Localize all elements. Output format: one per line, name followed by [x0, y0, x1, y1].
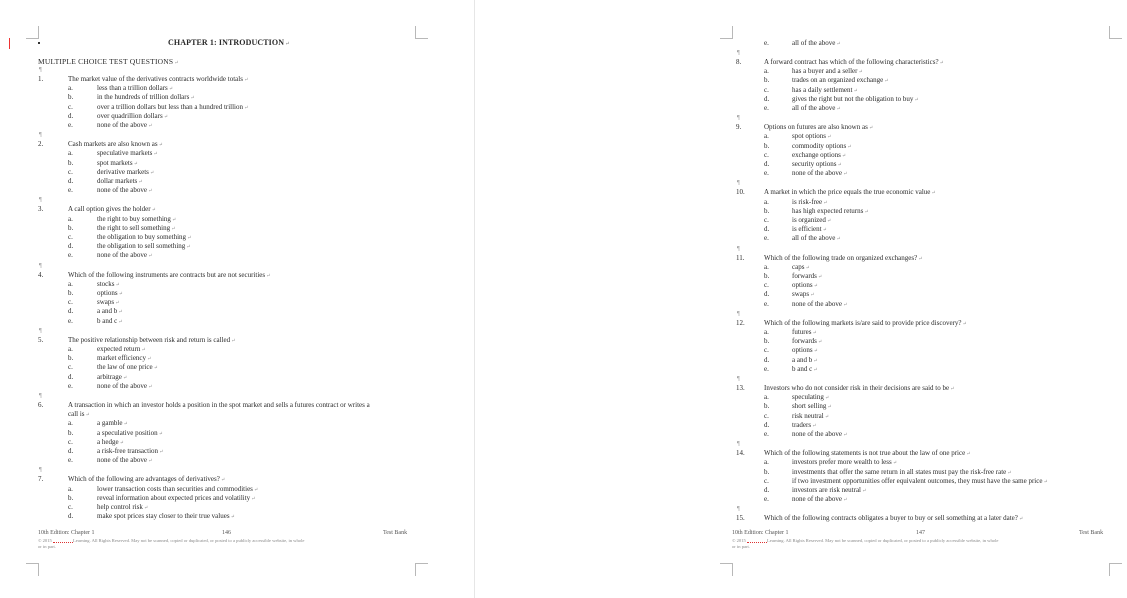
- option-letter: b.: [764, 272, 770, 280]
- option-text[interactable]: has a daily settlement↵: [792, 85, 858, 94]
- option-text[interactable]: if two investment opportunities offer equivalent outcomes, they must have the same price↵: [792, 476, 1048, 485]
- option-letter: c.: [764, 216, 769, 224]
- option-letter: c.: [764, 281, 769, 290]
- option-letter: c.: [68, 167, 73, 176]
- question-text[interactable]: A market in which the price equals the true economic value↵: [764, 188, 936, 197]
- question-number: 6.: [38, 401, 44, 409]
- option-text[interactable]: swaps↵: [97, 298, 120, 307]
- option-letter: e.: [68, 251, 73, 260]
- crop-mark-bottom-left: [26, 563, 39, 576]
- option-letter: e.: [764, 234, 769, 243]
- footer-page-number: 147: [916, 530, 925, 536]
- option-text[interactable]: none of the above↵: [97, 381, 153, 390]
- option-letter: a.: [764, 67, 769, 76]
- question-text[interactable]: A transaction in which an investor holds a position in the spot market and sells a futures contract or writes a: [68, 401, 370, 409]
- option-letter: e.: [68, 121, 73, 129]
- paragraph-mark: ¶: [737, 180, 740, 187]
- option-text[interactable]: make spot prices stay closer to their true values↵: [97, 512, 235, 521]
- option-letter: a.: [764, 458, 769, 467]
- option-letter: b.: [68, 428, 74, 437]
- option-text[interactable]: lower transaction costs than securities and commodities↵: [97, 484, 259, 493]
- option-text[interactable]: a risk-free transaction↵: [97, 447, 164, 455]
- paragraph-mark: ¶: [737, 50, 740, 56]
- paragraph-mark: ¶: [39, 393, 42, 399]
- option-letter: e.: [68, 456, 73, 465]
- option-text[interactable]: over a trillion dollars but less than a hundred trillion↵: [97, 102, 249, 111]
- option-text[interactable]: options↵: [792, 346, 818, 355]
- question-text[interactable]: Investors who do not consider risk in their decisions are said to be↵: [764, 384, 955, 392]
- paragraph-mark: ¶: [39, 327, 42, 334]
- option-letter: d.: [764, 225, 770, 234]
- option-text[interactable]: expected return↵: [97, 345, 146, 353]
- footer-test-bank: Test Bank: [1079, 530, 1104, 536]
- option-text[interactable]: a gamble↵: [97, 419, 128, 428]
- option-letter: a.: [68, 484, 73, 493]
- question-number: 3.: [38, 205, 44, 214]
- question-text[interactable]: Which of the following are advantages of derivatives?↵: [68, 475, 226, 484]
- option-letter: d.: [764, 355, 770, 364]
- option-text[interactable]: swaps↵: [792, 290, 815, 299]
- text-cursor: [9, 38, 10, 49]
- option-letter: b.: [68, 493, 74, 502]
- option-text[interactable]: investments that offer the same return in all states must pay the risk-free rate↵: [792, 467, 1012, 476]
- question-number: 9.: [736, 123, 742, 132]
- option-letter: e.: [764, 104, 769, 112]
- option-text[interactable]: over quadrillion dollars↵: [97, 111, 168, 120]
- option-letter: b.: [68, 289, 74, 297]
- option-text[interactable]: none of the above↵: [792, 495, 848, 504]
- footer-copyright: © 2015 Learning. All Rights Reserved. May not be scanned, copied or duplicated, or posted to a publicly accessible website, in whole or in part.: [732, 538, 999, 549]
- option-text[interactable]: gives the right but not the obligation to buy↵: [792, 94, 919, 103]
- paragraph-mark: ¶: [39, 467, 42, 474]
- option-text[interactable]: stocks↵: [97, 279, 120, 288]
- question-text[interactable]: Which of the following markets is/are said to provide price discovery?↵: [764, 318, 967, 327]
- spellcheck-squiggle: [747, 538, 767, 543]
- option-letter: a.: [68, 214, 73, 223]
- question-number: 8.: [736, 58, 742, 66]
- option-letter: b.: [764, 206, 770, 215]
- option-text: all of the above↵: [792, 39, 841, 47]
- question-text[interactable]: Which of the following contracts obligates a buyer to buy or sell something at a later date?↵: [764, 514, 1024, 523]
- option-text[interactable]: less than a trillion dollars↵: [97, 84, 173, 93]
- footer-edition: 10th Edition: Chapter 1: [732, 530, 789, 536]
- option-text[interactable]: derivative markets↵: [97, 167, 155, 176]
- option-letter: c.: [68, 437, 73, 446]
- crop-mark-top-left: [720, 26, 733, 39]
- option-letter: a.: [764, 328, 769, 336]
- option-text[interactable]: a speculative position↵: [97, 428, 163, 437]
- crop-mark-bottom-right: [415, 563, 428, 576]
- crop-mark-bottom-right: [1109, 563, 1122, 576]
- option-text[interactable]: speculative markets↵: [97, 149, 158, 158]
- footer-test-bank: Test Bank: [383, 530, 408, 536]
- question-text[interactable]: Cash markets are also known as↵: [68, 140, 163, 149]
- option-text[interactable]: is organized↵: [792, 216, 832, 224]
- option-letter: c.: [764, 411, 769, 420]
- option-text[interactable]: in the hundreds of trillion dollars↵: [97, 93, 195, 102]
- paragraph-mark: ¶: [39, 197, 42, 204]
- option-text[interactable]: investors are risk neutral↵: [792, 486, 867, 494]
- option-text[interactable]: options↵: [792, 281, 818, 290]
- option-letter: b.: [764, 402, 770, 411]
- option-text[interactable]: the law of one price↵: [97, 363, 158, 372]
- option-text[interactable]: reveal information about expected prices and volatility↵: [97, 493, 256, 502]
- footer-copyright: © 2015 Learning. All Rights Reserved. May not be scanned, copied or duplicated, or posted to a publicly accessible website, in whole or in part.: [38, 538, 305, 549]
- option-text[interactable]: has high expected returns↵: [792, 206, 869, 215]
- option-text[interactable]: spot options↵: [792, 132, 832, 141]
- option-text[interactable]: investors prefer more wealth to less↵: [792, 458, 897, 467]
- option-letter: e.: [764, 299, 769, 308]
- option-letter: c.: [68, 503, 73, 511]
- question-text[interactable]: A call option gives the holder↵: [68, 205, 156, 214]
- option-text[interactable]: a and b↵: [97, 307, 123, 316]
- question-text[interactable]: Which of the following instruments are contracts but are not securities↵: [68, 270, 271, 279]
- paragraph-mark: ¶: [737, 245, 740, 252]
- option-text[interactable]: spot markets↵: [97, 158, 138, 167]
- option-letter: d.: [68, 447, 74, 455]
- option-letter: d.: [764, 290, 770, 299]
- option-text[interactable]: the obligation to sell something↵: [97, 242, 191, 251]
- option-text[interactable]: trades on an organized exchange↵: [792, 76, 889, 85]
- option-text[interactable]: dollar markets↵: [97, 177, 143, 185]
- question-number: 14.: [736, 449, 745, 458]
- option-letter: b.: [764, 76, 770, 85]
- option-text[interactable]: risk neutral↵: [792, 411, 829, 420]
- option-text[interactable]: none of the above↵: [792, 169, 848, 178]
- question-number: 7.: [38, 475, 44, 484]
- option-text[interactable]: commodity options↵: [792, 141, 852, 150]
- paragraph-mark: ¶: [39, 132, 42, 139]
- option-letter: a.: [68, 149, 73, 158]
- question-text[interactable]: Which of the following trade on organized exchanges?↵: [764, 253, 923, 262]
- option-letter: d.: [68, 372, 74, 381]
- option-text[interactable]: none of the above↵: [792, 299, 848, 308]
- option-text[interactable]: short selling↵: [792, 402, 832, 411]
- option-text[interactable]: none of the above↵: [97, 251, 153, 260]
- option-text[interactable]: none of the above↵: [97, 186, 153, 195]
- option-letter: a.: [764, 393, 769, 402]
- option-text[interactable]: none of the above↵: [97, 121, 153, 129]
- option-letter: a.: [68, 419, 73, 428]
- option-text[interactable]: b and c↵: [97, 316, 123, 325]
- option-letter: d.: [68, 111, 74, 120]
- option-text[interactable]: has a buyer and a seller↵: [792, 67, 863, 76]
- option-text[interactable]: is risk-free↵: [792, 197, 828, 206]
- option-letter: c.: [764, 476, 769, 485]
- option-letter: b.: [764, 467, 770, 476]
- option-text[interactable]: none of the above↵: [792, 430, 848, 438]
- option-letter: d.: [764, 486, 770, 494]
- option-letter: b.: [68, 223, 74, 232]
- crop-mark-top-right: [1109, 26, 1122, 39]
- question-text[interactable]: The positive relationship between risk and return is called↵: [68, 335, 236, 344]
- option-text[interactable]: the right to sell something↵: [97, 223, 176, 232]
- option-letter: d.: [764, 160, 770, 168]
- footer-page-number: 146: [222, 530, 231, 536]
- chapter-title: CHAPTER 1: INTRODUCTION↵: [168, 38, 290, 47]
- crop-mark-bottom-left: [720, 563, 733, 576]
- option-letter: c.: [764, 85, 769, 94]
- question-number: 4.: [38, 270, 44, 279]
- option-letter: a.: [68, 345, 73, 353]
- question-number: 11.: [736, 253, 745, 262]
- option-letter: e.: [764, 364, 769, 373]
- option-text[interactable]: a hedge↵: [97, 437, 124, 446]
- question-number: 10.: [736, 188, 745, 197]
- crop-mark-top-left: [26, 26, 39, 39]
- option-letter: d.: [764, 420, 770, 429]
- option-letter: d.: [68, 307, 74, 316]
- paragraph-mark: ¶: [39, 67, 42, 73]
- option-text[interactable]: the right to buy something↵: [97, 214, 177, 223]
- option-letter: c.: [764, 346, 769, 355]
- option-letter: e.: [68, 186, 73, 195]
- option-letter: e.: [68, 316, 73, 325]
- question-number: 2.: [38, 140, 44, 149]
- option-text[interactable]: a and b↵: [792, 355, 818, 364]
- option-letter: a.: [764, 132, 769, 141]
- crop-mark-top-right: [415, 26, 428, 39]
- option-text[interactable]: exchange options↵: [792, 150, 846, 159]
- option-letter: a.: [764, 262, 769, 271]
- section-title: MULTIPLE CHOICE TEST QUESTIONS↵: [38, 57, 179, 66]
- page-divider: [474, 0, 475, 598]
- option-letter: e.: [68, 381, 73, 390]
- option-text[interactable]: speculating↵: [792, 393, 830, 402]
- question-number: 12.: [736, 318, 745, 327]
- paragraph-mark: ¶: [737, 376, 740, 382]
- option-text[interactable]: none of the above↵: [97, 456, 153, 465]
- option-letter: e.: [764, 169, 769, 178]
- spellcheck-squiggle: [53, 538, 73, 543]
- option-text[interactable]: forwards↵: [792, 272, 823, 280]
- option-letter: b.: [764, 337, 770, 346]
- option-letter: a.: [68, 84, 73, 93]
- bullet-marker: [38, 42, 40, 44]
- option-text[interactable]: all of the above↵: [792, 234, 841, 243]
- question-text[interactable]: Options on futures are also known as↵: [764, 123, 874, 132]
- question-text[interactable]: The market value of the derivatives contracts worldwide totals↵: [68, 75, 249, 83]
- question-text[interactable]: A forward contract has which of the following characteristics?↵: [764, 58, 944, 66]
- question-number: 5.: [38, 335, 44, 344]
- option-letter: c.: [68, 298, 73, 307]
- option-letter: a.: [68, 279, 73, 288]
- question-number: 1.: [38, 75, 44, 83]
- option-letter: a.: [764, 197, 769, 206]
- option-letter: d.: [764, 94, 770, 103]
- footer-edition: 10th Edition: Chapter 1: [38, 530, 95, 536]
- option-letter: e.: [764, 430, 769, 438]
- option-text[interactable]: is efficient↵: [792, 225, 827, 234]
- option-letter: d.: [68, 242, 74, 251]
- option-letter: b.: [68, 354, 74, 363]
- option-letter: c.: [68, 102, 73, 111]
- option-text[interactable]: arbitrage↵: [97, 372, 128, 381]
- option-letter: c.: [764, 150, 769, 159]
- option-text[interactable]: b and c↵: [792, 364, 818, 373]
- paragraph-mark: ¶: [737, 506, 740, 513]
- document-page-left[interactable]: [0, 0, 436, 598]
- option-letter: d.: [68, 512, 74, 521]
- option-text[interactable]: help control risk↵: [97, 503, 149, 511]
- option-text[interactable]: market efficiency↵: [97, 354, 152, 363]
- option-text[interactable]: traders↵: [792, 420, 817, 429]
- document-page-right[interactable]: [694, 0, 1127, 598]
- option-letter: e.: [764, 495, 769, 504]
- option-text[interactable]: security options↵: [792, 160, 842, 168]
- option-letter: c.: [68, 233, 73, 241]
- question-text[interactable]: Which of the following statements is not true about the law of one price↵: [764, 449, 971, 458]
- paragraph-mark: ¶: [737, 310, 740, 317]
- option-letter: b.: [68, 93, 74, 102]
- option-letter: d.: [68, 177, 74, 185]
- option-letter: c.: [68, 363, 73, 372]
- option-text[interactable]: all of the above↵: [792, 104, 841, 112]
- option-text[interactable]: the obligation to buy something↵: [97, 233, 192, 241]
- option-letter: b.: [764, 141, 770, 150]
- question-number: 13.: [736, 384, 745, 392]
- question-number: 15.: [736, 514, 745, 523]
- option-text[interactable]: options↵: [97, 289, 123, 297]
- option-text[interactable]: caps↵: [792, 262, 810, 271]
- option-letter: b.: [68, 158, 74, 167]
- paragraph-mark: ¶: [737, 115, 740, 122]
- paragraph-mark: ¶: [39, 262, 42, 269]
- question-text[interactable]: call is↵: [68, 410, 90, 419]
- option-text[interactable]: futures↵: [792, 328, 817, 336]
- option-letter: e.: [764, 39, 769, 47]
- paragraph-mark: ¶: [737, 441, 740, 448]
- option-text[interactable]: forwards↵: [792, 337, 823, 346]
